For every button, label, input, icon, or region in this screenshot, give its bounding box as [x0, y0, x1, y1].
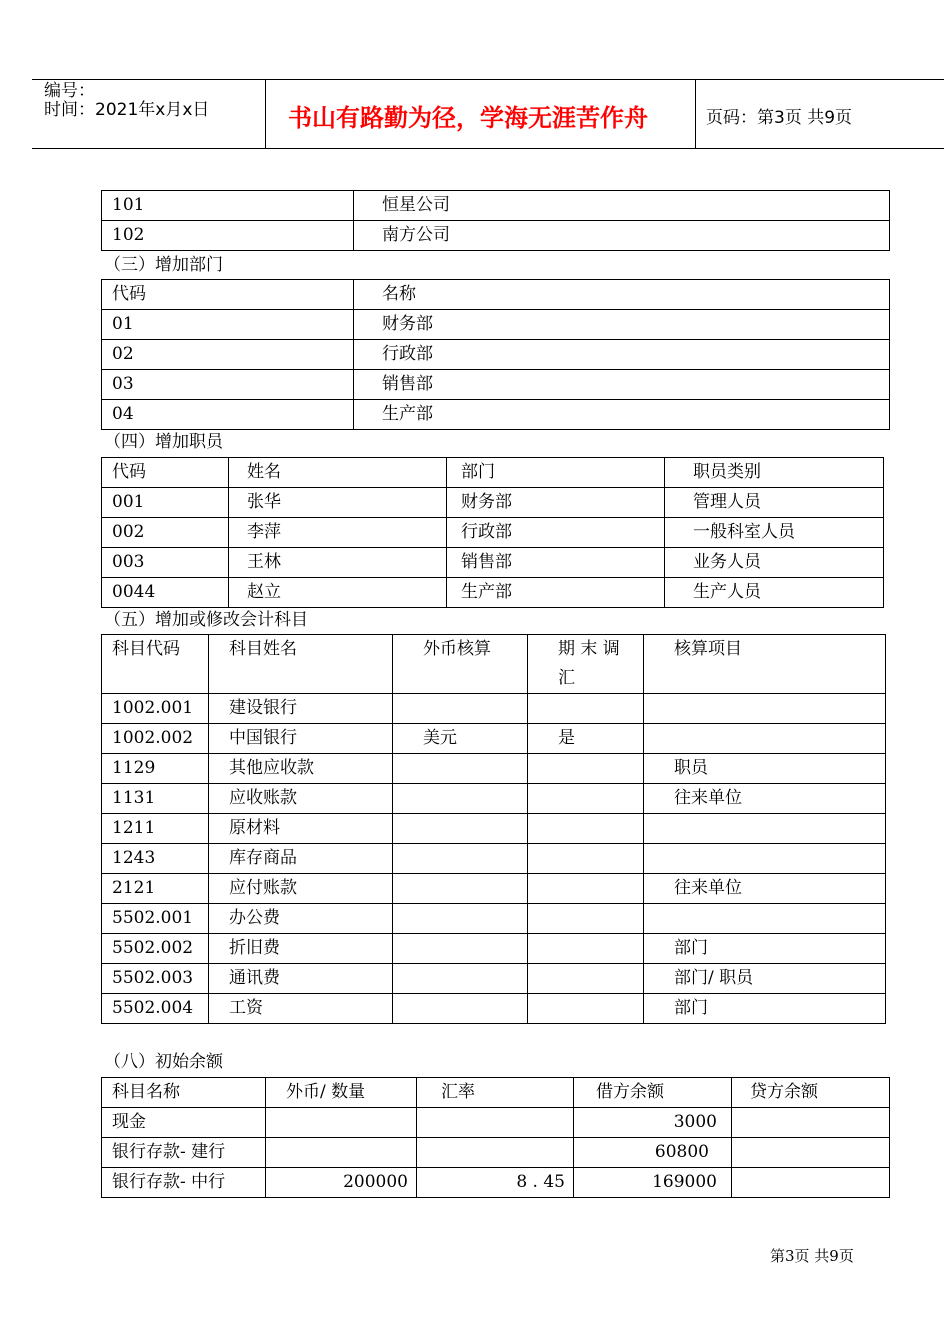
header-divider-left [265, 79, 266, 149]
units-table [101, 190, 890, 251]
column-header: 外币核算 [393, 635, 528, 694]
table-header-row [102, 280, 890, 310]
table-row [102, 934, 886, 964]
table-cell [266, 1138, 417, 1168]
table-header-row [102, 458, 884, 488]
table-cell: 财务部 [354, 310, 890, 340]
table-row [102, 488, 884, 518]
table-cell [732, 1108, 890, 1138]
table-cell: 60800 [574, 1138, 732, 1168]
table-cell [644, 814, 886, 844]
table-cell: 生产人员 [665, 578, 884, 608]
table-cell [393, 874, 528, 904]
section8-title: （八）初始余额 [104, 1052, 223, 1072]
table-cell [393, 844, 528, 874]
table-row [102, 370, 890, 400]
table-cell: 银行存款- 建行 [102, 1138, 266, 1168]
header-code-label: 编号： [44, 81, 95, 101]
table-cell: 应付账款 [209, 874, 393, 904]
table-cell [266, 1108, 417, 1138]
table-cell: 折旧费 [209, 934, 393, 964]
table-cell [417, 1138, 574, 1168]
column-header: 科目姓名 [209, 635, 393, 694]
table-cell: 200000 [266, 1168, 417, 1198]
section5-title: （五）增加或修改会计科目 [104, 610, 308, 630]
table-cell: 102 [102, 221, 354, 251]
footer-page-info: 第3页 共9页 [770, 1247, 854, 1265]
table-cell [528, 874, 644, 904]
table-cell: 现金 [102, 1108, 266, 1138]
table-cell: 通讯费 [209, 964, 393, 994]
table-cell [528, 994, 644, 1024]
table-cell: 往来单位 [644, 784, 886, 814]
table-cell [528, 784, 644, 814]
table-row [102, 814, 886, 844]
table-cell [644, 844, 886, 874]
header-bottom-line [32, 148, 944, 149]
table-cell [528, 694, 644, 724]
table-cell [644, 904, 886, 934]
column-header: 外币/ 数量 [266, 1078, 417, 1108]
table-cell [393, 964, 528, 994]
table-cell: 销售部 [354, 370, 890, 400]
table-cell: 5502.001 [102, 904, 209, 934]
table-row [102, 1168, 890, 1198]
column-header: 科目名称 [102, 1078, 266, 1108]
table-cell: 2121 [102, 874, 209, 904]
table-cell [417, 1108, 574, 1138]
table-cell: 0044 [102, 578, 229, 608]
table-cell: 应收账款 [209, 784, 393, 814]
table-cell: 南方公司 [354, 221, 890, 251]
table-row [102, 694, 886, 724]
table-row [102, 518, 884, 548]
header-page-info: 页码：第3页 共9页 [706, 108, 853, 128]
table-header-row [102, 1078, 890, 1108]
table-cell: 5502.003 [102, 964, 209, 994]
table-cell [644, 724, 886, 754]
table-cell [732, 1168, 890, 1198]
table-cell: 1002.001 [102, 694, 209, 724]
table-cell: 1211 [102, 814, 209, 844]
table-cell: 101 [102, 191, 354, 221]
table-cell [732, 1138, 890, 1168]
table-cell: 169000 [574, 1168, 732, 1198]
table-cell: 销售部 [447, 548, 665, 578]
table-cell: 业务人员 [665, 548, 884, 578]
table-cell: 行政部 [447, 518, 665, 548]
table-cell: 001 [102, 488, 229, 518]
table-cell: 002 [102, 518, 229, 548]
table-row [102, 191, 890, 221]
departments-table [101, 279, 890, 430]
table-row [102, 1138, 890, 1168]
table-cell: 赵立 [229, 578, 447, 608]
column-header: 部门 [447, 458, 665, 488]
opening-balance-table [101, 1077, 890, 1198]
table-cell: 美元 [393, 724, 528, 754]
table-cell: 王林 [229, 548, 447, 578]
table-cell [393, 694, 528, 724]
table-row [102, 310, 890, 340]
table-cell: 1002.002 [102, 724, 209, 754]
table-row [102, 1108, 890, 1138]
column-header: 姓名 [229, 458, 447, 488]
column-header: 期 末 调 汇 [528, 635, 644, 694]
table-cell: 建设银行 [209, 694, 393, 724]
table-cell: 其他应收款 [209, 754, 393, 784]
table-row [102, 340, 890, 370]
table-cell [528, 934, 644, 964]
table-cell [528, 964, 644, 994]
header-motto: 书山有路勤为径，学海无涯苦作舟 [288, 104, 648, 132]
table-cell: 1243 [102, 844, 209, 874]
table-cell [393, 754, 528, 784]
table-row [102, 784, 886, 814]
table-cell: 银行存款- 中行 [102, 1168, 266, 1198]
column-header: 核算项目 [644, 635, 886, 694]
table-cell: 张华 [229, 488, 447, 518]
table-row [102, 754, 886, 784]
table-cell: 部门 [644, 934, 886, 964]
column-header: 借方余额 [574, 1078, 732, 1108]
table-cell: 02 [102, 340, 354, 370]
header-top-line [32, 79, 944, 80]
table-cell: 5502.002 [102, 934, 209, 964]
table-cell: 8 . 45 [417, 1168, 574, 1198]
table-row [102, 578, 884, 608]
table-cell: 管理人员 [665, 488, 884, 518]
table-cell: 办公费 [209, 904, 393, 934]
table-cell: 03 [102, 370, 354, 400]
table-cell: 工资 [209, 994, 393, 1024]
table-cell: 04 [102, 400, 354, 430]
table-cell: 行政部 [354, 340, 890, 370]
table-row [102, 400, 890, 430]
section3-title: （三）增加部门 [104, 255, 223, 275]
section4-title: （四）增加职员 [104, 432, 223, 452]
table-cell: 5502.004 [102, 994, 209, 1024]
table-cell: 李萍 [229, 518, 447, 548]
table-cell: 一般科室人员 [665, 518, 884, 548]
table-row [102, 904, 886, 934]
column-header: 名称 [354, 280, 890, 310]
column-header: 代码 [102, 280, 354, 310]
table-cell: 1131 [102, 784, 209, 814]
table-cell: 3000 [574, 1108, 732, 1138]
employees-table [101, 457, 884, 608]
table-row [102, 548, 884, 578]
table-cell: 01 [102, 310, 354, 340]
table-cell [393, 784, 528, 814]
column-header: 代码 [102, 458, 229, 488]
column-header: 汇率 [417, 1078, 574, 1108]
table-header-row [102, 635, 886, 694]
column-header: 职员类别 [665, 458, 884, 488]
table-cell: 职员 [644, 754, 886, 784]
table-cell: 库存商品 [209, 844, 393, 874]
table-cell [528, 844, 644, 874]
table-cell: 恒星公司 [354, 191, 890, 221]
table-row [102, 964, 886, 994]
table-cell [393, 934, 528, 964]
table-cell: 部门 [644, 994, 886, 1024]
table-cell: 生产部 [354, 400, 890, 430]
table-row [102, 874, 886, 904]
table-cell: 部门/ 职员 [644, 964, 886, 994]
table-cell [528, 754, 644, 784]
table-cell [393, 994, 528, 1024]
table-cell [644, 694, 886, 724]
header-divider-right [695, 79, 696, 149]
table-cell: 003 [102, 548, 229, 578]
table-cell [393, 814, 528, 844]
table-cell: 是 [528, 724, 644, 754]
table-cell [528, 904, 644, 934]
table-row [102, 221, 890, 251]
column-header: 贷方余额 [732, 1078, 890, 1108]
column-header: 科目代码 [102, 635, 209, 694]
table-cell: 中国银行 [209, 724, 393, 754]
accounts-table [101, 634, 886, 1024]
table-cell: 1129 [102, 754, 209, 784]
table-row [102, 994, 886, 1024]
table-cell: 往来单位 [644, 874, 886, 904]
table-cell: 生产部 [447, 578, 665, 608]
table-cell: 财务部 [447, 488, 665, 518]
table-row [102, 724, 886, 754]
table-cell [393, 904, 528, 934]
table-row [102, 844, 886, 874]
table-cell: 原材料 [209, 814, 393, 844]
table-cell [528, 814, 644, 844]
header-time-label: 时间：2021年x月x日 [44, 100, 210, 120]
